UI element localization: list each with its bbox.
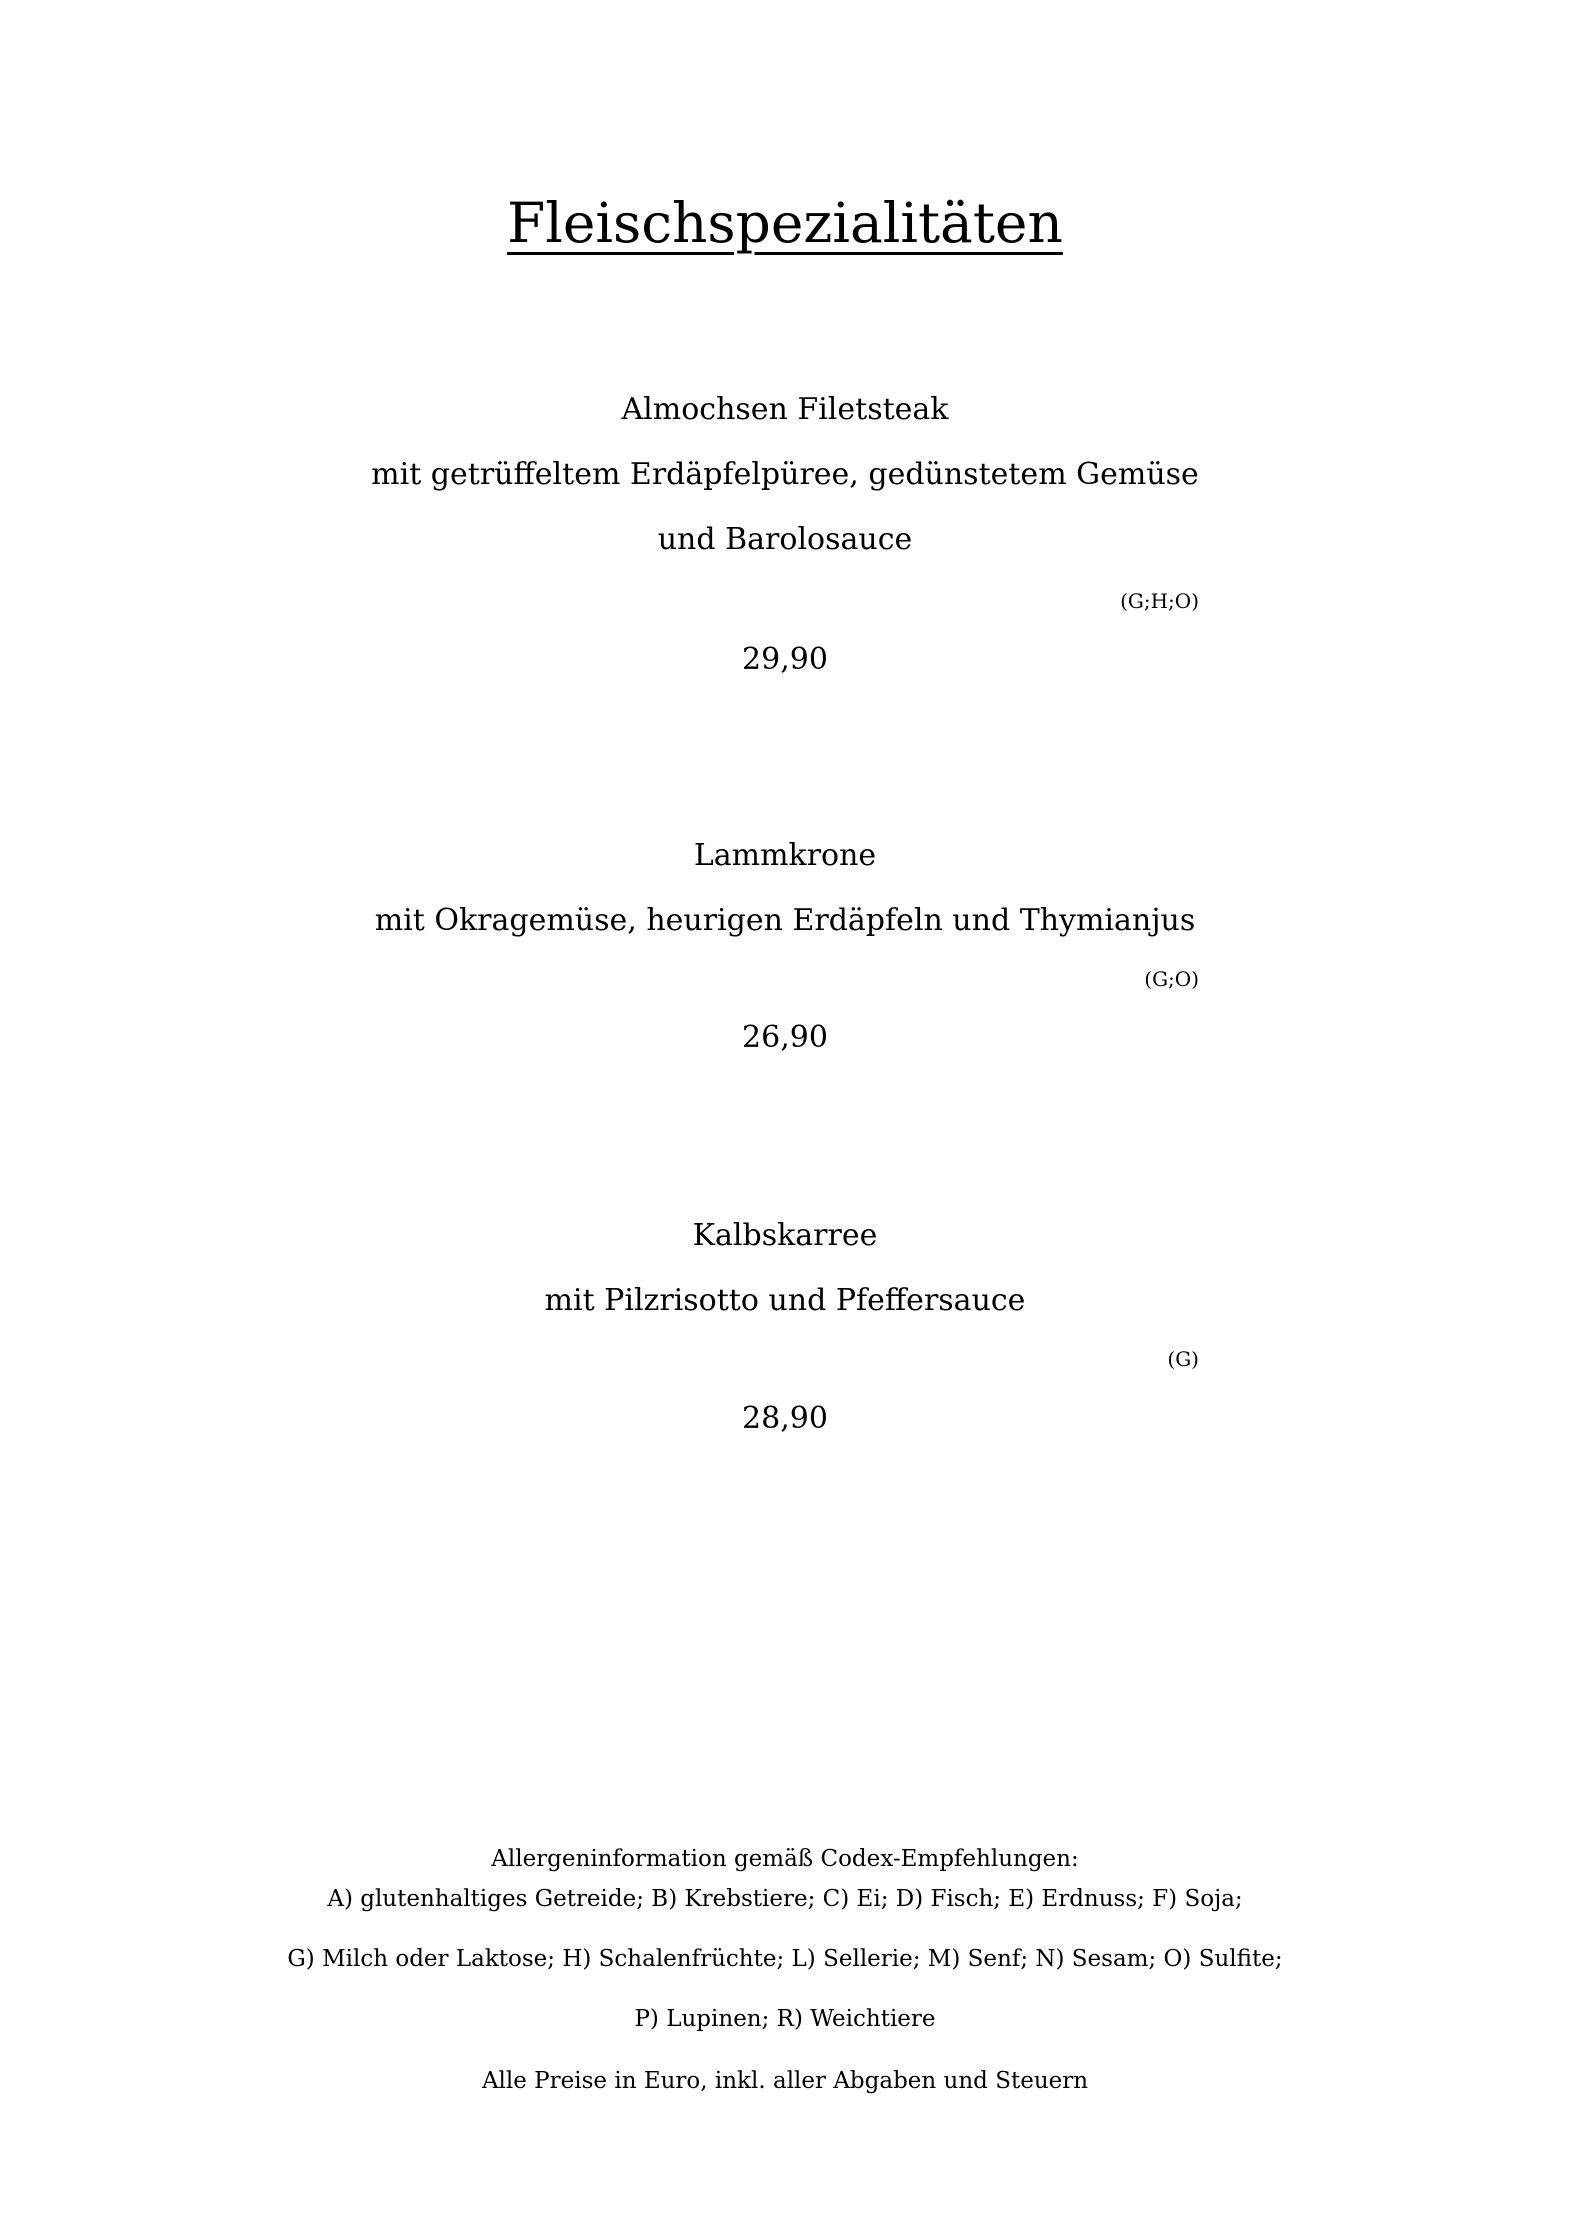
dish-price: 28,90 [742, 1401, 828, 1436]
dish-allergens: (G;H;O) [1120, 589, 1199, 613]
dish-allergens: (G;O) [1144, 967, 1199, 991]
dish-description: und Barolosauce [657, 522, 913, 557]
dish-price: 29,90 [742, 642, 828, 677]
allergen-list-line: P) Lupinen; R) Weichtiere [634, 2006, 936, 2032]
dish-name: Almochsen Filetsteak [621, 392, 949, 427]
dish-name: Lammkrone [693, 838, 877, 873]
dish-description: mit Okragemüse, heurigen Erdäpfeln und Thymianjus [374, 903, 1196, 938]
allergen-list-line: A) glutenhaltiges Getreide; B) Krebstiere; C) Ei; D) Fisch; E) Erdnuss; F) Soja; [327, 1886, 1243, 1912]
allergen-heading: Allergeninformation gemäß Codex-Empfehlungen: [491, 1846, 1079, 1872]
page-title-text: Fleischspezialitäten [507, 191, 1063, 255]
dish-allergens: (G) [1167, 1347, 1199, 1371]
prices-note: Alle Preise in Euro, inkl. aller Abgaben und Steuern [481, 2068, 1089, 2094]
allergen-list-line: G) Milch oder Laktose; H) Schalenfrüchte; L) Sellerie; M) Senf; N) Sesam; O) Sulfite; [287, 1946, 1283, 1972]
dish-description: mit Pilzrisotto und Pfeffersauce [544, 1283, 1026, 1318]
dish-name: Kalbskarree [692, 1218, 878, 1253]
dish-description: mit getrüffeltem Erdäpfelpüree, gedünstetem Gemüse [371, 457, 1199, 492]
dish-price: 26,90 [742, 1020, 828, 1055]
page-title [0, 188, 1570, 258]
